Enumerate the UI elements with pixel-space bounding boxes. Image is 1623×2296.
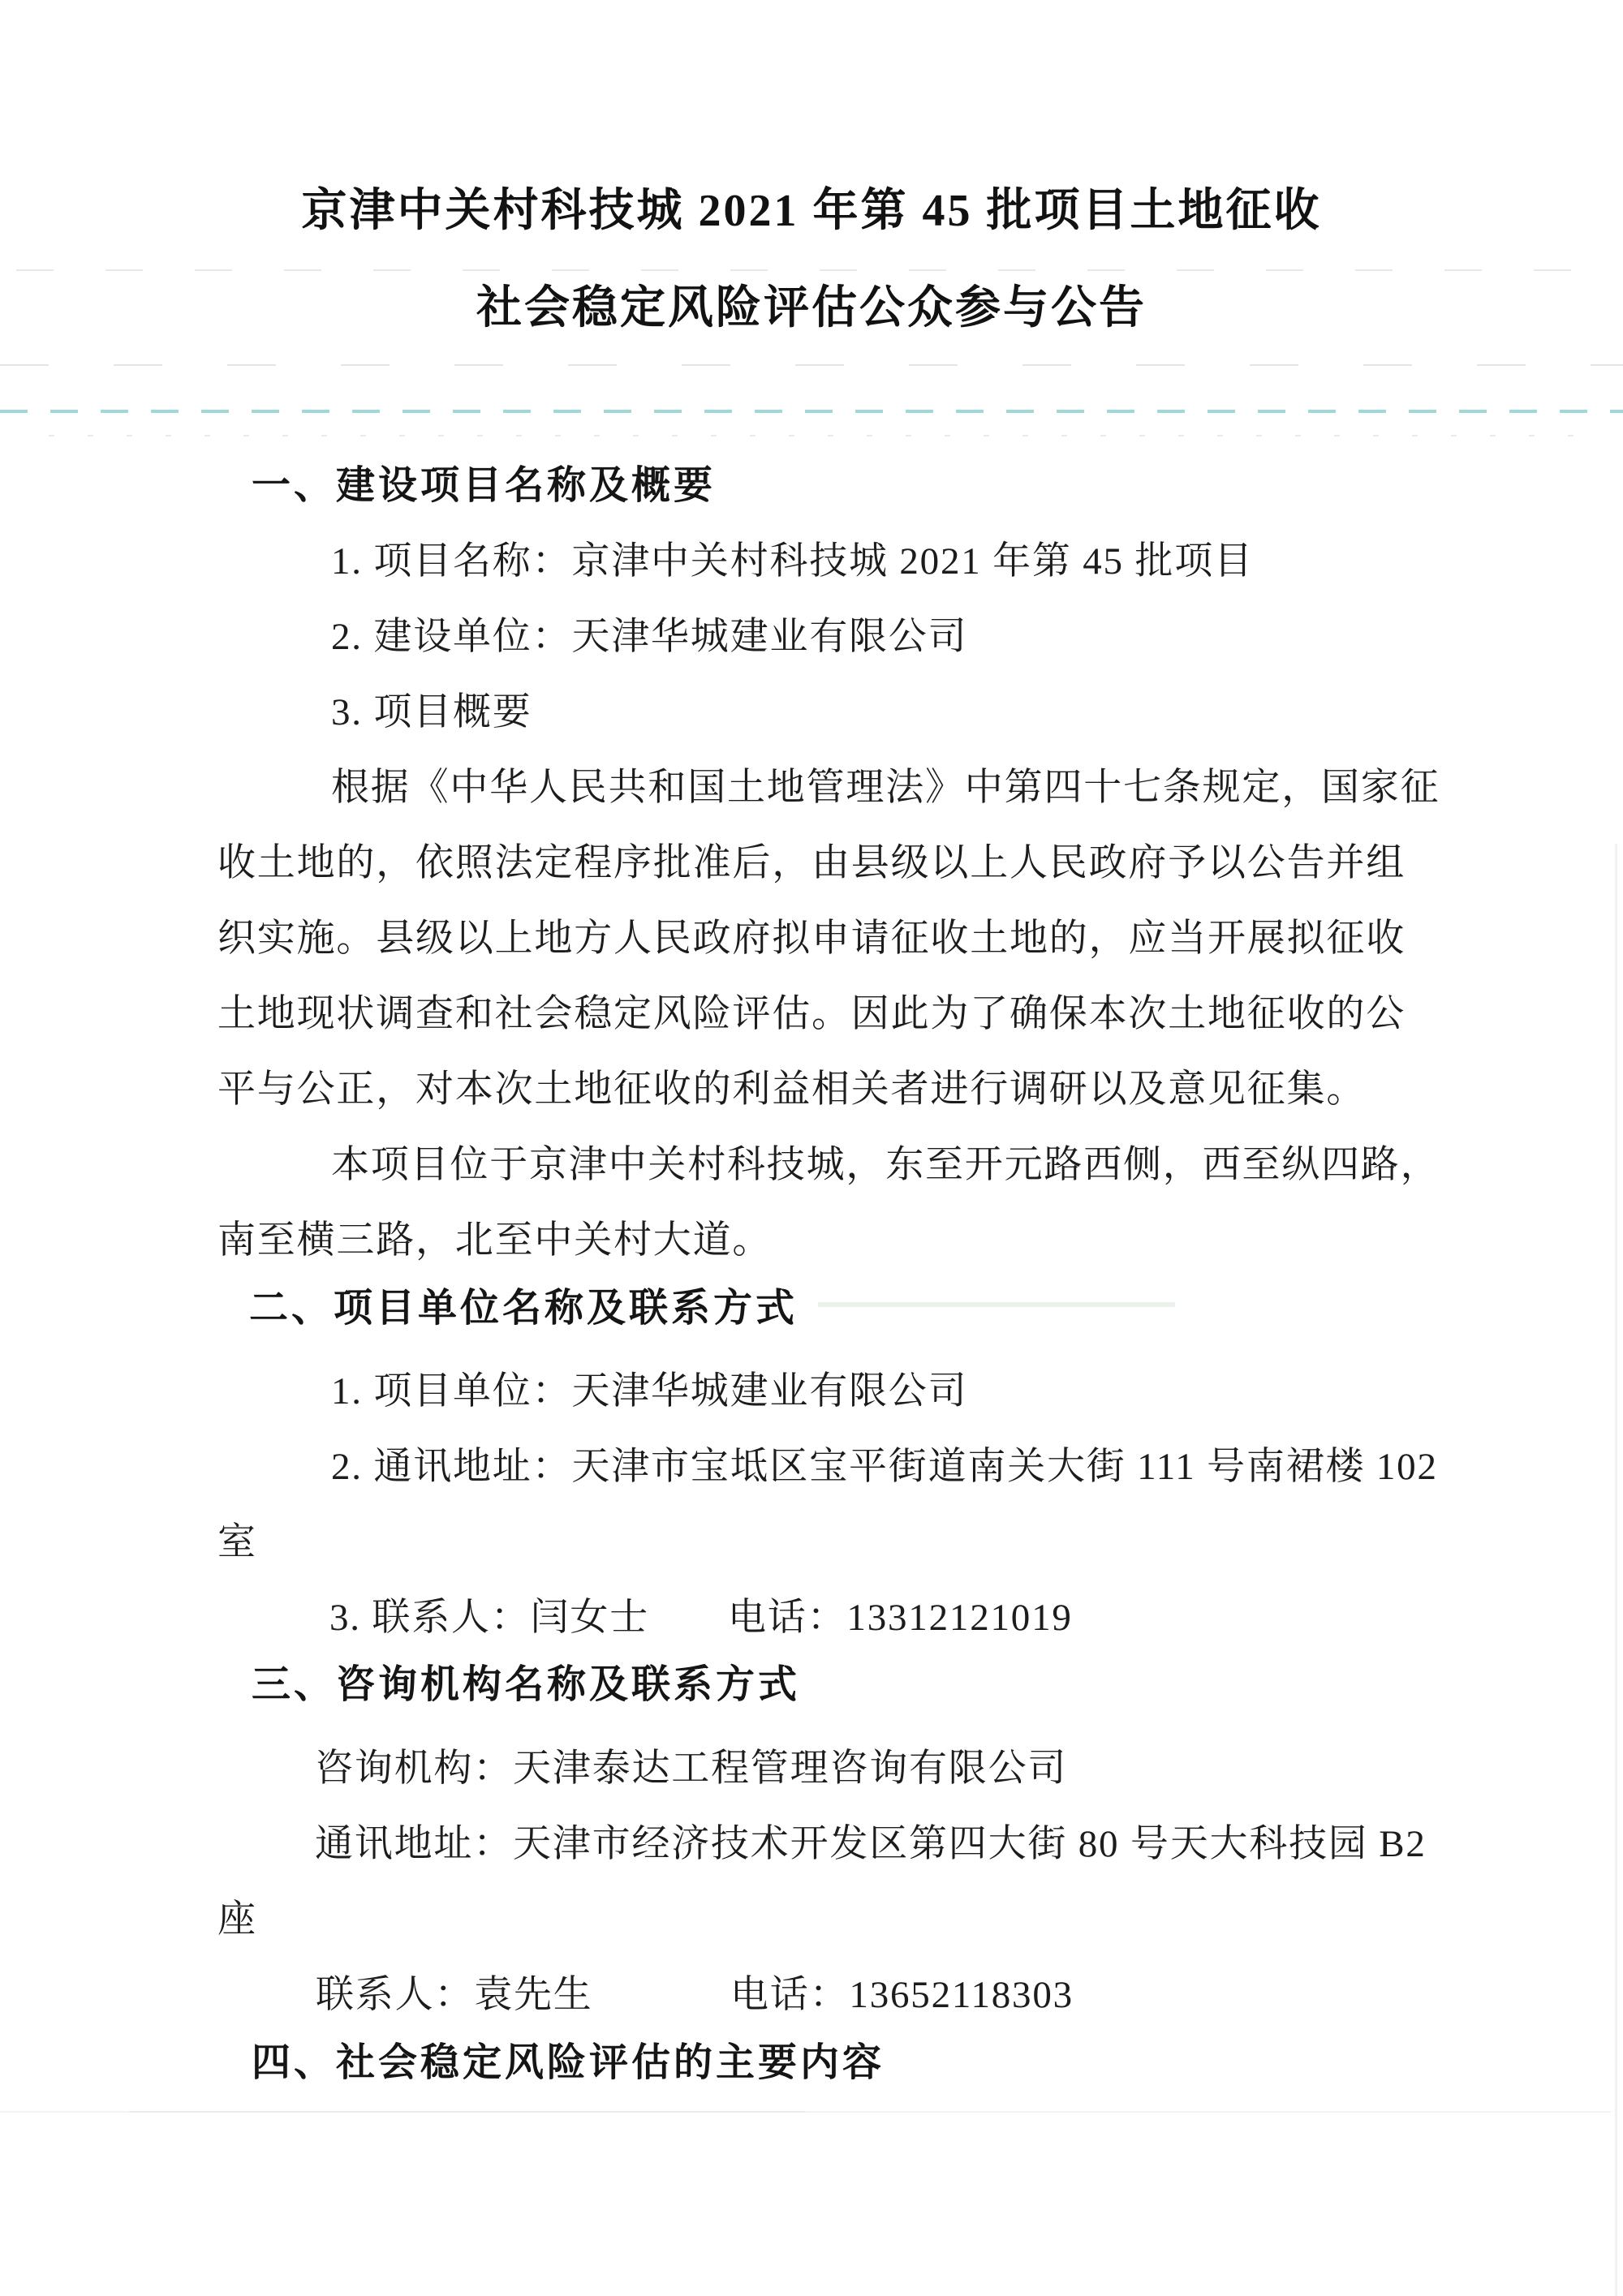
scan-artifact-cyan-dashed-line bbox=[0, 410, 1623, 413]
section-2-contact-phone: 电话：13312121019 bbox=[728, 1597, 1073, 1639]
section-3-address-line-2: 座 bbox=[217, 1898, 257, 1941]
scan-artifact-green-streak bbox=[818, 1302, 1175, 1307]
paragraph-1-line-1: 根据《中华人民共和国土地管理法》中第四十七条规定，国家征 bbox=[331, 767, 1440, 809]
paragraph-1-line-4: 土地现状调查和社会稳定风险评估。因此为了确保本次土地征收的公 bbox=[217, 993, 1406, 1035]
section-1-item-construction-unit: 2. 建设单位：天津华城建业有限公司 bbox=[331, 616, 968, 658]
document-title-line-2: 社会稳定风险评估公众参与公告 bbox=[476, 283, 1147, 333]
scan-artifact-bottom-faint-line bbox=[0, 2111, 1611, 2113]
section-3-contact-person: 联系人：袁先生 bbox=[316, 1974, 593, 2016]
section-3-contact-phone: 电话：13652118303 bbox=[730, 1974, 1074, 2016]
paragraph-2-line-2: 南至横三路，北至中关村大道。 bbox=[217, 1219, 773, 1262]
section-3-agency: 咨询机构：天津泰达工程管理咨询有限公司 bbox=[315, 1748, 1068, 1790]
scan-artifact-right-edge-streak bbox=[1615, 844, 1617, 2296]
section-1-item-project-summary: 3. 项目概要 bbox=[331, 691, 532, 733]
section-3-address-line-1: 通讯地址：天津市经济技术开发区第四大街 80 号天大科技园 B2 bbox=[315, 1823, 1427, 1865]
scan-artifact-gray-dashed-line-top bbox=[16, 269, 1599, 271]
section-2-item-address-line-1: 2. 通讯地址：天津市宝坻区宝平街道南关大街 111 号南裙楼 102 bbox=[331, 1446, 1438, 1488]
section-1-item-project-name: 1. 项目名称：京津中关村科技城 2021 年第 45 批项目 bbox=[331, 540, 1254, 583]
section-4-heading: 四、社会稳定风险评估的主要内容 bbox=[252, 2041, 885, 2084]
paragraph-1-line-2: 收土地的，依照法定程序批准后，由县级以上人民政府予以公告并组 bbox=[217, 842, 1406, 884]
section-2-heading: 二、项目单位名称及联系方式 bbox=[249, 1287, 799, 1330]
section-3-heading: 三、咨询机构名称及联系方式 bbox=[252, 1663, 801, 1706]
section-1-heading: 一、建设项目名称及概要 bbox=[252, 464, 717, 507]
paragraph-1-line-5: 平与公正，对本次土地征收的利益相关者进行调研以及意见征集。 bbox=[217, 1068, 1367, 1111]
scan-artifact-gray-dashed-line bbox=[0, 364, 1623, 366]
scan-artifact-pink-dotted-line bbox=[49, 435, 1591, 436]
section-2-item-address-line-2: 室 bbox=[217, 1521, 257, 1563]
section-2-item-project-unit: 1. 项目单位：天津华城建业有限公司 bbox=[331, 1370, 968, 1412]
paragraph-1-line-3: 织实施。县级以上地方人民政府拟申请征收土地的，应当开展拟征收 bbox=[217, 918, 1406, 960]
section-2-contact-person: 3. 联系人：闫女士 bbox=[329, 1597, 649, 1639]
section-3-contact-line bbox=[316, 1974, 1074, 2016]
document-title-line-1: 京津中关村科技城 2021 年第 45 批项目土地征收 bbox=[301, 186, 1322, 236]
section-2-contact-line bbox=[329, 1597, 1073, 1639]
paragraph-2-line-1: 本项目位于京津中关村科技城，东至开元路西侧，西至纵四路， bbox=[331, 1144, 1440, 1186]
